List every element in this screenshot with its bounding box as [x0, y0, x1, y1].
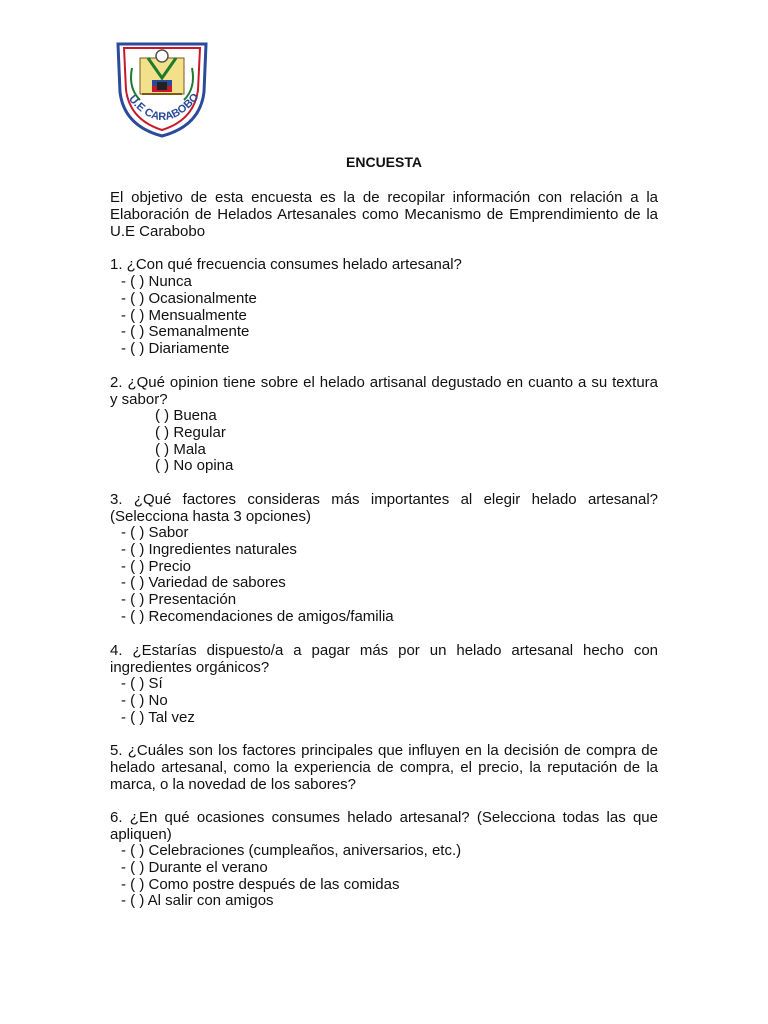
- question-6: 6. ¿En qué ocasiones consumes helado artesanal? (Selecciona todas las que apliquen): [110, 809, 658, 843]
- question-3-options: [121, 524, 394, 625]
- option-no[interactable]: - ( ) No: [121, 691, 168, 709]
- question-5: 5. ¿Cuáles son los factores principales que influyen en la decisión de compra de helado artesanal, como la experiencia de compra, el precio, la reputación de la marca, o la novedad de los sabores?: [110, 742, 658, 793]
- option-como-postre[interactable]: - ( ) Como postre después de las comidas: [121, 875, 400, 893]
- svg-text:U.E CARABOBO: U.E CARABOBO: [126, 91, 202, 124]
- option-mensualmente[interactable]: - ( ) Mensualmente: [121, 306, 247, 324]
- option-ingredientes-naturales[interactable]: - ( ) Ingredientes naturales: [121, 540, 297, 558]
- intro-paragraph: El objetivo de esta encuesta es la de recopilar información con relación a la Elaboración de Helados Artesanales como Mecanismo de Emprendimiento de la U.E Carabobo: [110, 189, 658, 240]
- school-crest-logo: [110, 38, 214, 138]
- question-3: 3. ¿Qué factores consideras más importantes al elegir helado artesanal? (Selecciona hasta 3 opciones): [110, 491, 658, 525]
- option-regular[interactable]: ( ) Regular: [155, 423, 226, 441]
- question-4: 4. ¿Estarías dispuesto/a a pagar más por un helado artesanal hecho con ingredientes orgánicos?: [110, 642, 658, 676]
- question-2-options: [155, 407, 233, 474]
- option-al-salir-con-amigos[interactable]: - ( ) Al salir con amigos: [121, 892, 274, 910]
- option-tal-vez[interactable]: - ( ) Tal vez: [121, 708, 195, 726]
- option-variedad-de-sabores[interactable]: - ( ) Variedad de sabores: [121, 574, 286, 592]
- option-no-opina[interactable]: ( ) No opina: [155, 457, 234, 475]
- document-title: ENCUESTA: [346, 154, 422, 170]
- question-1-options: [121, 273, 257, 357]
- option-si[interactable]: - ( ) Sí: [121, 675, 163, 692]
- option-sabor[interactable]: - ( ) Sabor: [121, 524, 189, 541]
- option-precio[interactable]: - ( ) Precio: [121, 557, 192, 575]
- option-buena[interactable]: ( ) Buena: [155, 407, 217, 424]
- option-presentacion[interactable]: - ( ) Presentación: [121, 591, 237, 609]
- question-6-options: [121, 842, 461, 909]
- option-celebraciones[interactable]: - ( ) Celebraciones (cumpleaños, aniversarios, etc.): [121, 842, 462, 859]
- question-2: 2. ¿Qué opinion tiene sobre el helado artisanal degustado en cuanto a su textura y sabor?: [110, 374, 658, 408]
- option-semanalmente[interactable]: - ( ) Semanalmente: [121, 323, 250, 341]
- option-mala[interactable]: ( ) Mala: [155, 440, 206, 458]
- option-recomendaciones[interactable]: - ( ) Recomendaciones de amigos/familia: [121, 607, 394, 625]
- option-diariamente[interactable]: - ( ) Diariamente: [121, 340, 230, 358]
- question-1: 1. ¿Con qué frecuencia consumes helado artesanal?: [110, 256, 462, 273]
- option-durante-el-verano[interactable]: - ( ) Durante el verano: [121, 858, 268, 876]
- question-4-options: [121, 675, 195, 725]
- option-ocasionalmente[interactable]: - ( ) Ocasionalmente: [121, 289, 257, 307]
- option-nunca[interactable]: - ( ) Nunca: [121, 273, 192, 290]
